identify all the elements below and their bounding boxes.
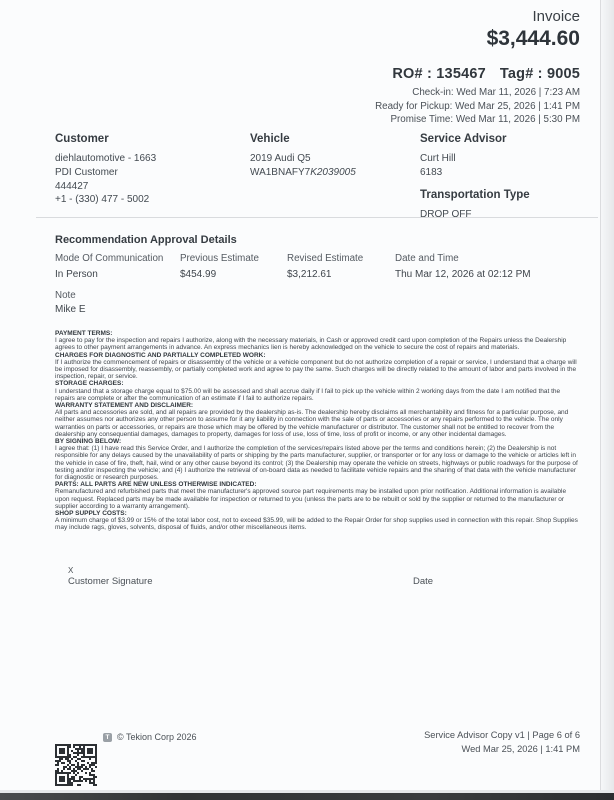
terms-heading: PARTS: ALL PARTS ARE NEW UNLESS OTHERWISE INDICATED: <box>55 481 257 489</box>
invoice-title: Invoice <box>532 8 580 25</box>
terms-and-conditions <box>55 330 581 532</box>
terms-heading: PAYMENT TERMS: <box>55 330 113 337</box>
ro-tag-line <box>375 66 580 82</box>
terms-body: I agree that: (1) I have read this Service Order, and I authorize the completion of the services/repairs listed above per the terms and conditions herein; (2) the Dealership is not responsible for any delays caused by the unavailability of parts or shipping by the parts manufacturer, supplier, or transporter or for any loss or damage to the vehicle or articles left in the vehicle in case of fire, theft, hail, wind or any other cause beyond its control; (3) the Dealership may operate the vehicle on streets, highways or public roadways for the purpose of testing and/or inspecting the vehicle; and (4) I authorize the retrieval of on-board data as needed to facilitate vehicle repairs and the sharing of that data with the vehicle manufacturer for diagnostic or research purposes. <box>55 445 578 482</box>
signature-date-label: Date <box>413 576 434 587</box>
tekion-logo-icon: T <box>103 733 112 742</box>
previous-estimate-value: $454.99 <box>180 269 217 280</box>
terms-heading: BY SIGNING BELOW: <box>55 438 122 446</box>
vehicle-vin: WA1BNAFY7K2039005 <box>250 166 356 178</box>
date-and-time-label: Date and Time <box>395 253 459 264</box>
customer-phone: +1 - (330) 477 - 5002 <box>55 194 150 206</box>
recommendation-col-1 <box>55 253 163 280</box>
advisor-id: 6183 <box>420 166 443 178</box>
header-dates <box>375 86 580 127</box>
terms-section-shop-supply <box>55 510 581 532</box>
revised-estimate-value: $3,212.61 <box>287 269 332 280</box>
mode-of-communication-value: In Person <box>55 269 98 280</box>
tag-number: Tag# : 9005 <box>499 66 580 82</box>
qr-code <box>55 744 97 786</box>
terms-body: Remanufactured and refurbished parts that meet the manufacturer's approved source part requirements may be installed upon prior notification. Additional information is available upon request. Replaced parts may be made available for inspection or returned to you (unless the parts are to be rebuilt or sold by the supplier or returned to the manufacturer or supplier according to a warranty arrangement). <box>55 488 567 510</box>
copy-info: Service Advisor Copy v1 | Page 6 of 6 <box>424 730 580 740</box>
footer-right <box>424 728 580 756</box>
section-divider <box>36 217 598 218</box>
vehicle-model: 2019 Audi Q5 <box>250 153 311 164</box>
terms-section-parts <box>55 481 581 510</box>
ready-time: Ready for Pickup: Wed Mar 25, 2026 | 1:41 PM <box>375 100 580 112</box>
recommendation-col-2 <box>180 253 259 280</box>
terms-body: A minimum charge of $3.99 or 15% of the total labor cost, not to exceed $35.99, will be added to the Repair Order for shop supplies used in connection with this repair. Shop Supplies may include rags, gloves, solvents, disposal of fluids, and/or other miscellaneous items. <box>55 517 578 532</box>
customer-number: 444427 <box>55 180 89 192</box>
date-and-time-value: Thu Mar 12, 2026 at 02:12 PM <box>395 269 531 280</box>
scan-edge-bottom <box>0 793 614 800</box>
terms-section-signing <box>55 438 581 481</box>
terms-section-warranty <box>55 402 581 438</box>
terms-section-payment <box>55 330 581 352</box>
terms-section-storage <box>55 380 581 402</box>
scan-edge-right <box>600 0 614 800</box>
recommendation-title: Recommendation Approval Details <box>55 234 237 246</box>
vehicle-section <box>250 133 415 180</box>
advisor-heading: Service Advisor <box>420 133 507 145</box>
service-advisor-section <box>420 133 580 221</box>
terms-heading: STORAGE CHARGES: <box>55 380 124 388</box>
customer-heading: Customer <box>55 133 109 145</box>
customer-signature-label: Customer Signature <box>68 576 153 587</box>
note-label: Note <box>55 290 76 301</box>
terms-body: I agree to pay for the inspection and repairs I authorize, along with the necessary materials, in Cash or approved credit card upon completion of the Repairs unless the Dealership agrees to other payment arrangements in advance. An express mechanics lien is hereby acknowledged on the vehicle to secure the cost of repairs and materials. <box>55 337 567 352</box>
terms-heading: SHOP SUPPLY COSTS: <box>55 510 127 518</box>
transport-value: DROP OFF <box>420 208 472 220</box>
footer-left <box>103 732 197 742</box>
invoice-total: $3,444.60 <box>486 27 580 50</box>
printed-timestamp: Wed Mar 25, 2026 | 1:41 PM <box>461 744 580 754</box>
terms-body: I understand that a storage charge equal to $75.00 will be assessed and shall accrue daily if I fail to pick up the vehicle within 2 working days from the date I am notified that the repairs are complete or after the communication of an estimate if I fail to authorize repairs. <box>55 387 561 402</box>
terms-section-diagnostic <box>55 352 581 381</box>
copyright-text: © Tekion Corp 2026 <box>117 732 197 742</box>
terms-body: If I authorize the commencement of repairs or disassembly of the vehicle or a vehicle component but do not authorize completion of a repair or service, I understand that a charge will be imposed for disassembly, reassembly, or partially completed work and agree to pay the same. Such charges will be directly related to the amount of labor and parts involved in the inspection, repair, or service. <box>55 358 577 381</box>
promise-time: Promise Time: Wed Mar 11, 2026 | 5:30 PM <box>390 114 580 125</box>
customer-section <box>55 133 240 207</box>
invoice-header <box>375 8 580 127</box>
previous-estimate-label: Previous Estimate <box>180 253 259 264</box>
terms-heading: CHARGES FOR DIAGNOSTIC AND PARTIALLY COMPLETED WORK: <box>55 351 266 359</box>
checkin-time: Check-in: Wed Mar 11, 2026 | 7:23 AM <box>412 87 580 98</box>
transport-heading: Transportation Type <box>420 188 530 201</box>
recommendation-col-3 <box>287 253 363 280</box>
mode-of-communication-label: Mode Of Communication <box>55 253 164 264</box>
vehicle-heading: Vehicle <box>250 133 290 145</box>
ro-number: RO# : 135467 <box>392 66 486 82</box>
terms-body: All parts and accessories are sold, and all repairs are provided by the dealership as-is. The dealership hereby disclaims all merchantability and fitness for a particular purpose, and neither assumes nor authorizes any other person to assume for it any liability in connection with the sale of parts or accessories or any repairs performed to the vehicle. The only warranties on parts or accessories, or repairs are those which may be offered by the vehicle manufacturer or distributor. The customer shall not be entitled to recover from the dealership any consequential damages, damages to property, damages for loss of use, loss of time, loss of profit or income, or any other incidental damages. <box>55 409 569 438</box>
customer-type: PDI Customer <box>55 166 118 178</box>
signature-x-mark: X <box>68 566 74 575</box>
revised-estimate-label: Revised Estimate <box>287 253 364 264</box>
note-value: Mike E <box>55 304 86 315</box>
recommendation-col-4 <box>395 253 531 280</box>
advisor-name: Curt Hill <box>420 153 456 164</box>
customer-name: diehlautomotive - 1663 <box>55 153 157 164</box>
terms-heading: WARRANTY STATEMENT AND DISCLAIMER: <box>55 402 194 410</box>
